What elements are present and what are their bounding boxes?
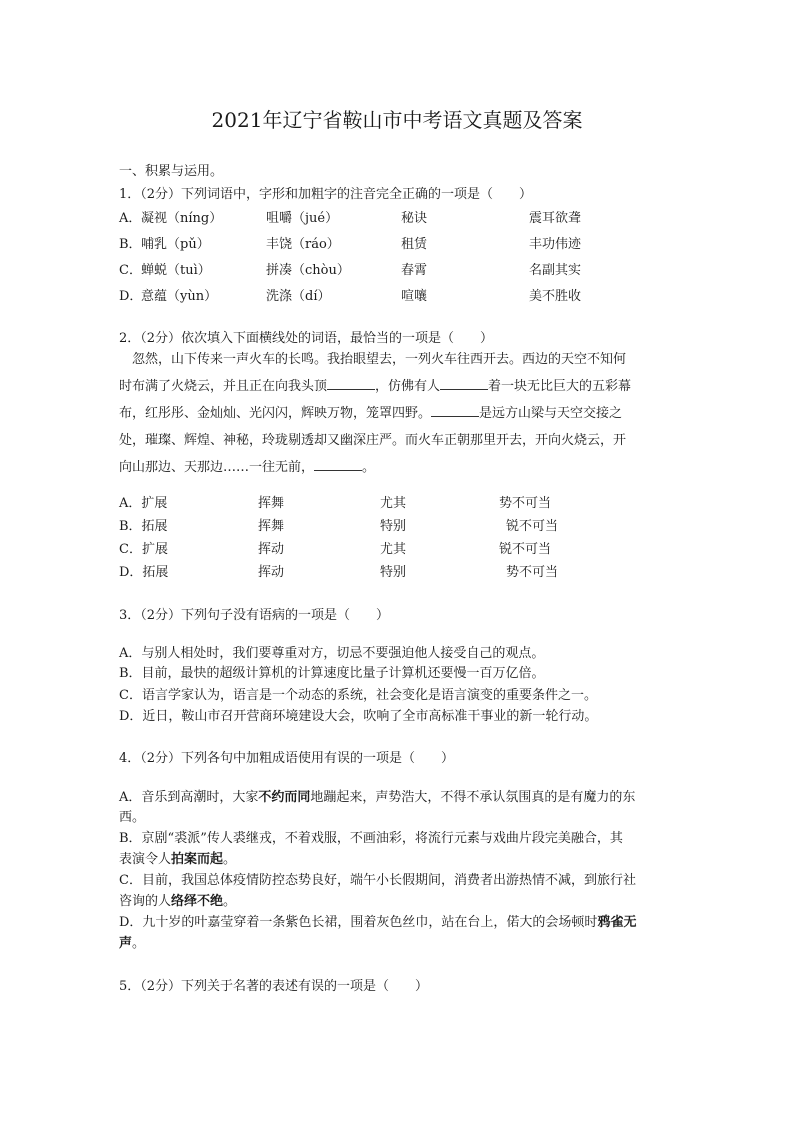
- q4-option-b: B．京剧“裘派”传人裘继戎，不着戏服，不画油彩，将流行元素与戏曲片段完美融合，其: [119, 831, 623, 846]
- question-2-passage: [119, 346, 679, 481]
- option-text: 。: [223, 852, 237, 867]
- option-word-4: 名副其实: [529, 263, 582, 278]
- option-label: C．: [119, 263, 142, 278]
- option-label: D．: [119, 289, 143, 304]
- option-text: 咨询的人: [119, 894, 172, 909]
- option-word-2: 洗涤（dí）: [266, 289, 331, 304]
- option-word-2: 咀嚼（jué）: [266, 211, 339, 226]
- option-word-1: 哺乳（pǔ）: [141, 237, 210, 252]
- option-word-4: 势不可当: [506, 565, 559, 580]
- q4-option-d: [119, 911, 636, 930]
- option-label: B．: [119, 237, 142, 252]
- q4-option-c: C．目前，我国总体疫情防控态势良好，端午小长假期间，消费者出游热情不减，到旅行社: [119, 873, 636, 888]
- fill-blank-1: [327, 377, 375, 390]
- option-word-4: 震耳欲聋: [529, 211, 582, 226]
- option-word-1: C．扩展: [119, 542, 168, 557]
- bold-idiom: 拍案而起: [171, 852, 224, 867]
- option-word-3: 喧嚷: [401, 289, 428, 304]
- option-word-1: 意蕴（yùn）: [141, 289, 218, 304]
- option-word-1: B．拓展: [119, 519, 168, 534]
- option-word-3: 尤其: [380, 542, 407, 557]
- option-word-1: D．拓展: [119, 565, 169, 580]
- option-word-3: 春霄: [401, 263, 428, 278]
- option-word-2: 挥舞: [258, 519, 285, 534]
- option-word-1: A．扩展: [119, 496, 168, 511]
- bold-idiom: 不约而同: [258, 790, 311, 805]
- question-5-stem: 5．（2分）下列关于名著的表述有误的一项是（ ）: [119, 979, 429, 994]
- passage-line: 忽然，山下传来一声火车的长鸣。我抬眼望去，一列火车往西开去。西边的天空不知何: [119, 352, 627, 367]
- q4-option-b-cont: [119, 848, 236, 867]
- q4-option-a: [119, 786, 635, 805]
- option-text: A．音乐到高潮时，大家: [119, 790, 259, 805]
- fill-blank-3: [431, 404, 479, 417]
- q4-option-a-cont: 西。: [119, 810, 146, 825]
- q4-option-d-cont: [119, 932, 145, 951]
- option-word-1: 蝉蜕（tuì）: [141, 263, 211, 278]
- passage-line: 处，璀璨、辉煌、神秘，玲珑剔透却又幽深庄严。而火车正朝那里开去，开向火烧云，开: [119, 433, 627, 448]
- option-word-2: 挥舞: [258, 496, 285, 511]
- option-text: 地蹦起来，声势浩大，不得不承认氛围真的是有魔力的东: [310, 790, 636, 805]
- question-4-stem: 4．（2分）下列各句中加粗成语使用有误的一项是（ ）: [119, 751, 455, 766]
- option-text: 表演令人: [119, 852, 172, 867]
- fill-blank-2: [440, 377, 488, 390]
- fill-blank-4: [314, 458, 362, 471]
- option-word-2: 丰饶（ráo）: [266, 237, 340, 252]
- option-word-2: 拼凑（chòu）: [266, 263, 350, 278]
- option-text: 。: [132, 936, 146, 951]
- q4-option-c-cont: [119, 890, 236, 909]
- option-word-4: 锐不可当: [499, 542, 552, 557]
- bold-idiom: 络绎不绝: [171, 894, 224, 909]
- option-word-4: 丰功伟迹: [529, 237, 582, 252]
- passage-text: 是远方山梁与天空交接之: [479, 406, 623, 421]
- passage-text: 时布满了火烧云，并且正在向我头顶: [119, 379, 328, 394]
- option-word-4: 锐不可当: [506, 519, 559, 534]
- q3-option-a: A．与别人相处时，我们要尊重对方，切忌不要强迫他人接受自己的观点。: [119, 646, 545, 661]
- option-word-2: 挥动: [258, 542, 285, 557]
- q3-option-b: B．目前，最快的超级计算机的计算速度比量子计算机还要慢一百万亿倍。: [119, 666, 545, 681]
- question-1-stem: 1．（2分）下列词语中，字形和加粗字的注音完全正确的一项是（ ）: [119, 187, 533, 202]
- option-word-3: 尤其: [380, 496, 407, 511]
- page-title: 2021年辽宁省鞍山市中考语文真题及答案: [211, 108, 583, 132]
- bold-idiom: 声: [119, 936, 133, 951]
- bold-idiom: 鸦雀无: [597, 915, 637, 930]
- option-word-3: 秘诀: [401, 211, 428, 226]
- option-word-3: 特别: [380, 519, 407, 534]
- q3-option-c: C．语言学家认为，语言是一个动态的系统，社会变化是语言演变的重要条件之一。: [119, 688, 597, 703]
- passage-text: 。: [362, 460, 376, 475]
- passage-text: 布，红彤彤、金灿灿、光闪闪，辉映万物，笼罩四野。: [119, 406, 432, 421]
- option-text: D．九十岁的叶嘉莹穿着一条紫色长裙，围着灰色丝巾，站在台上，偌大的会场顿时: [119, 915, 598, 930]
- option-word-1: 凝视（níng）: [141, 211, 223, 226]
- section-heading: 一、积累与运用。: [119, 164, 224, 179]
- question-2-stem: 2．（2分）依次填入下面横线处的词语，最恰当的一项是（ ）: [119, 331, 494, 346]
- option-label: A．: [119, 211, 142, 226]
- passage-text: 着一块无比巨大的五彩幕: [488, 379, 632, 394]
- option-word-3: 租赁: [401, 237, 428, 252]
- passage-text: 向山那边、天那边……一往无前，: [119, 460, 315, 475]
- option-word-3: 特别: [380, 565, 407, 580]
- passage-text: ，仿佛有人: [375, 379, 441, 394]
- q3-option-d: D．近日，鞍山市召开营商环境建设大会，吹响了全市高标准干事业的新一轮行动。: [119, 709, 598, 724]
- option-word-2: 挥动: [258, 565, 285, 580]
- question-3-stem: 3．（2分）下列句子没有语病的一项是（ ）: [119, 608, 390, 623]
- option-word-4: 美不胜收: [529, 289, 582, 304]
- option-word-4: 势不可当: [499, 496, 552, 511]
- option-text: 。: [223, 894, 237, 909]
